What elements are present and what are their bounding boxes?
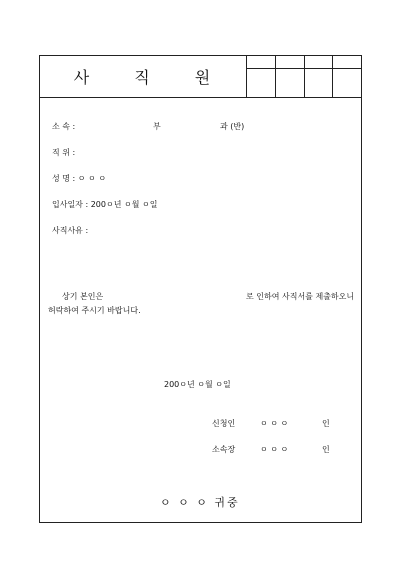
position-label: 직 위 : (52, 148, 76, 157)
approval-cell[interactable] (275, 56, 304, 69)
approval-sign-cell[interactable] (246, 69, 275, 97)
resignation-form (39, 55, 362, 523)
reason-label: 사직사유 : (52, 226, 89, 235)
applicant-label: 신청인 (212, 419, 236, 428)
approval-cell[interactable] (246, 56, 275, 69)
section-label: 과 (반) (220, 122, 245, 131)
approval-cell[interactable] (332, 56, 361, 69)
approval-sign-cell[interactable] (304, 69, 333, 97)
statement-line2: 허락하여 주시기 바랍니다. (48, 306, 141, 315)
manager-name: ㅇ ㅇ ㅇ (260, 445, 289, 454)
name-label: 성 명 : ㅇ ㅇ ㅇ (52, 174, 107, 183)
approval-cell[interactable] (304, 56, 333, 69)
statement-end: 로 인하여 사직서를 제출하오니 (246, 292, 355, 301)
approval-sign-cell[interactable] (275, 69, 304, 97)
approval-sign-cell[interactable] (332, 69, 361, 97)
applicant-seal: 인 (322, 419, 330, 428)
applicant-name: ㅇ ㅇ ㅇ (260, 419, 289, 428)
statement-start: 상기 본인은 (62, 292, 104, 301)
form-title: 사 직 원 (73, 68, 231, 87)
approval-grid (246, 56, 361, 97)
manager-seal: 인 (322, 445, 330, 454)
submission-date: 200ㅇ년 ㅇ월 ㅇ일 (164, 380, 231, 389)
recipient: ㅇ ㅇ ㅇ 귀중 (160, 496, 240, 509)
affiliation-label: 소 속 : (52, 122, 76, 131)
department-label: 부 (153, 122, 161, 131)
form-header (40, 56, 361, 98)
join-date: 입사일자 : 200ㅇ년 ㅇ월 ㅇ일 (52, 200, 158, 209)
manager-label: 소속장 (212, 445, 236, 454)
